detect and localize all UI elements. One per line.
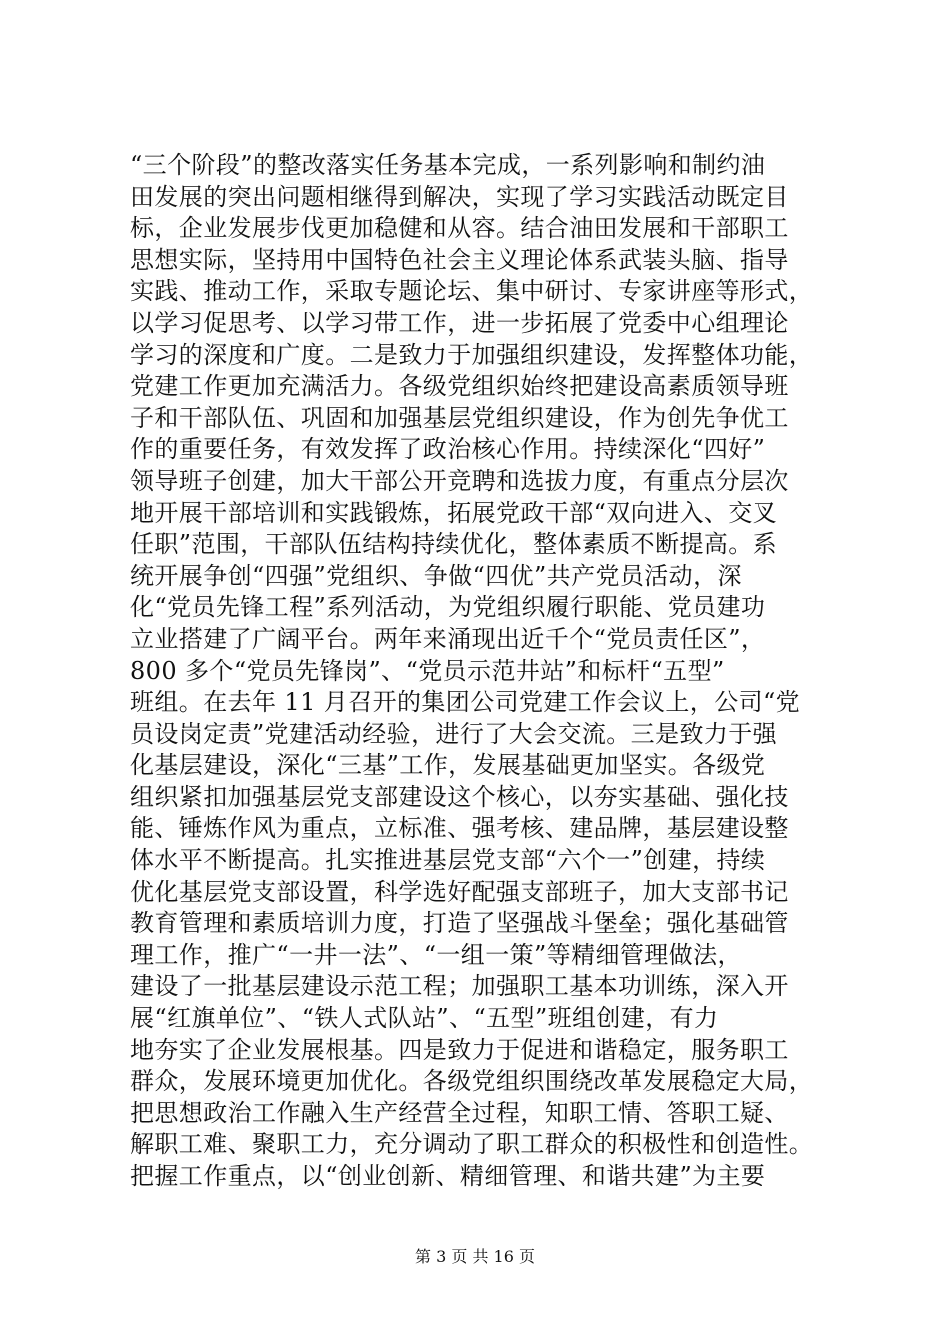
text-line: 领导班子创建，加大干部公开竞聘和选拔力度，有重点分层次: [130, 466, 789, 495]
text-line: “三个阶段”的整改落实任务基本完成，一系列影响和制约油: [130, 151, 766, 179]
text-line: 能、锤炼作风为重点，立标准、强考核、建品牌，基层建设整: [130, 814, 789, 843]
text-line: 田发展的突出问题相继得到解决，实现了学习实践活动既定目: [130, 182, 789, 211]
text-line: 800 多个“党员先锋岗”、“党员示范井站”和标杆“五型”: [130, 656, 725, 685]
text-line: 实践、推动工作，采取专题论坛、集中研讨、专家讲座等形式，: [130, 277, 814, 306]
text-line: 子和干部队伍、巩固和加强基层党组织建设，作为创先争优工: [130, 403, 789, 432]
text-line: 组织紧扣加强基层党支部建设这个核心，以夯实基础、强化技: [130, 782, 789, 811]
text-line: 优化基层党支部设置，科学选好配强支部班子，加大支部书记: [130, 877, 789, 906]
text-line: 学习的深度和广度。二是致力于加强组织建设，发挥整体功能，: [130, 340, 814, 369]
text-line: 把思想政治工作融入生产经营全过程，知职工情、答职工疑、: [130, 1098, 789, 1127]
text-line: 建设了一批基层建设示范工程；加强职工基本功训练，深入开: [130, 972, 789, 1001]
text-line: 体水平不断提高。扎实推进基层党支部“六个一”创建，持续: [130, 846, 766, 875]
text-line: 思想实际，坚持用中国特色社会主义理论体系武装头脑、指导: [130, 245, 789, 274]
text-line: 解职工难、聚职工力，充分调动了职工群众的积极性和创造性。: [130, 1130, 814, 1159]
text-line: 地夯实了企业发展根基。四是致力于促进和谐稳定，服务职工: [130, 1035, 789, 1064]
text-line: 任职”范围，干部队伍结构持续优化，整体素质不断提高。系: [130, 530, 778, 559]
text-line: 标，企业发展步伐更加稳健和从容。结合油田发展和干部职工: [130, 214, 789, 243]
text-line: 化基层建设，深化“三基”工作，发展基础更加坚实。各级党: [130, 751, 766, 780]
text-line: 化“党员先锋工程”系列活动，为党组织履行职能、党员建功: [130, 593, 766, 622]
text-line: 群众，发展环境更加优化。各级党组织围绕改革发展稳定大局，: [130, 1067, 814, 1096]
text-line: 理工作，推广“一井一法”、“一组一策”等精细管理做法，: [130, 940, 742, 969]
text-line: 党建工作更加充满活力。各级党组织始终把建设高素质领导班: [130, 372, 789, 401]
text-line: 把握工作重点，以“创业创新、精细管理、和谐共建”为主要: [130, 1162, 766, 1190]
text-line: 立业搭建了广阔平台。两年来涌现出近千个“党员责任区”，: [130, 624, 766, 653]
text-line: 员设岗定责”党建活动经验，进行了大会交流。三是致力于强: [130, 719, 778, 748]
text-line: 地开展干部培训和实践锻炼，拓展党政干部“双向进入、交叉: [130, 498, 778, 527]
page-footer: 第 3 页 共 16 页: [415, 1247, 535, 1266]
text-line: 教育管理和素质培训力度，打造了坚强战斗堡垒；强化基础管: [130, 909, 789, 938]
text-line: 展“红旗单位”、“铁人式队站”、“五型”班组创建，有力: [130, 1004, 719, 1033]
text-line: 统开展争创“四强”党组织、争做“四优”共产党员活动，深: [130, 561, 742, 590]
body-text: [130, 150, 830, 1193]
text-line: 班组。在去年 11 月召开的集团公司党建工作会议上，公司“党: [130, 688, 801, 717]
text-line: 以学习促思考、以学习带工作，进一步拓展了党委中心组理论: [130, 308, 789, 337]
text-line: 作的重要任务，有效发挥了政治核心作用。持续深化“四好”: [130, 435, 766, 464]
